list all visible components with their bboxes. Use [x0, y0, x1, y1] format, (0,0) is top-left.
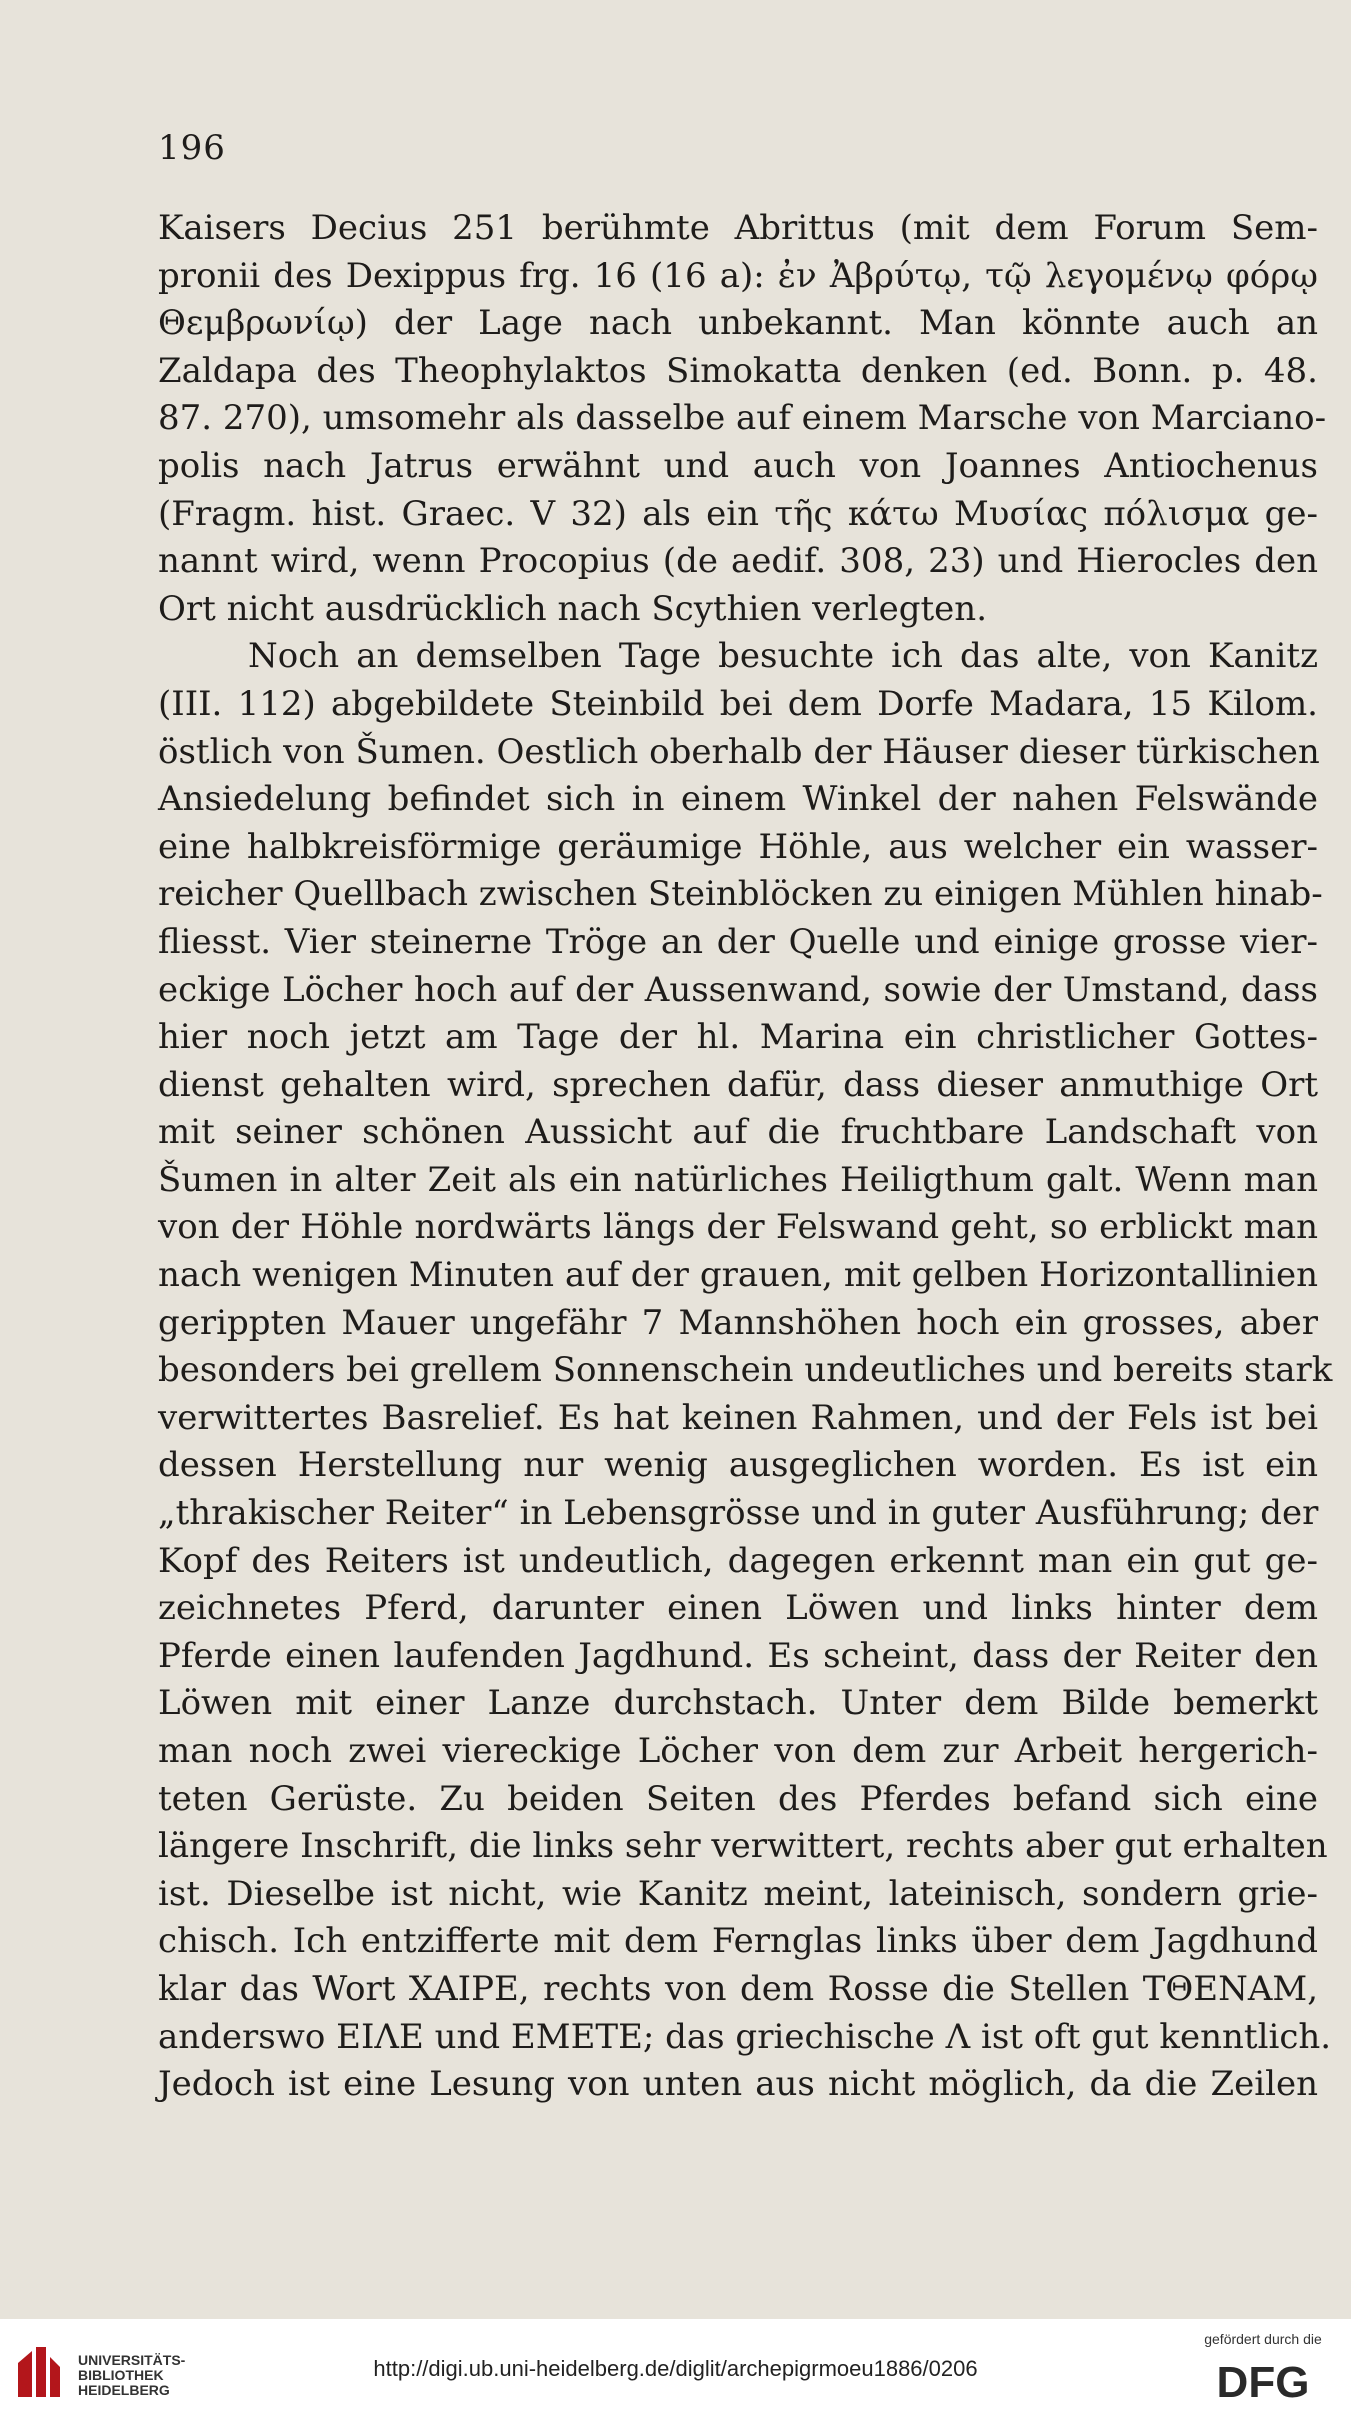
- text-line: besonders bei grellem Sonnenschein undeutliches und bereits stark: [158, 1350, 1333, 1391]
- text-line: längere Inschrift, die links sehr verwittert, rechts aber gut erhalten: [158, 1826, 1328, 1867]
- text-line: (III. 112) abgebildete Steinbild bei dem Dorfe Madara, 15 Kilom.: [158, 683, 1318, 724]
- text-line: ist. Dieselbe ist nicht, wie Kanitz meint, lateinisch, sondern grie-: [158, 1873, 1318, 1914]
- text-line: Noch an demselben Tage besuchte ich das alte, von Kanitz: [248, 636, 1318, 677]
- text-line: Šumen in alter Zeit als ein natürliches Heiligthum galt. Wenn man: [158, 1159, 1318, 1200]
- text-line: Ansiedelung befindet sich in einem Winkel der nahen Felswände: [158, 779, 1318, 820]
- text-line: 87. 270), umsomehr als dasselbe auf einem Marsche von Marciano-: [158, 398, 1327, 439]
- text-line: Kaisers Decius 251 berühmte Abrittus (mit dem Forum Sem-: [158, 208, 1318, 248]
- text-line: fliesst. Vier steinerne Tröge an der Quelle und einige grosse vier-: [158, 921, 1318, 962]
- text-line: nach wenigen Minuten auf der grauen, mit gelben Horizontallinien: [158, 1255, 1318, 1296]
- dfg-logo: [1193, 2355, 1333, 2405]
- text-line: gerippten Mauer ungefähr 7 Mannshöhen hoch ein grosses, aber: [158, 1302, 1318, 1343]
- text-line: östlich von Šumen. Oestlich oberhalb der Häuser dieser türkischen: [158, 731, 1320, 772]
- library-name-line: UNIVERSITÄTS-: [78, 2352, 186, 2368]
- text-line: Θεμβρωνίῳ) der Lage nach unbekannt. Man könnte auch an: [158, 303, 1318, 344]
- text-line: man noch zwei viereckige Löcher von dem zur Arbeit hergerich-: [158, 1731, 1318, 1771]
- text-line: Jedoch ist eine Lesung von unten aus nicht möglich, da die Zeilen: [158, 2064, 1318, 2105]
- text-line: teten Gerüste. Zu beiden Seiten des Pferdes befand sich eine: [158, 1778, 1318, 1819]
- text-line: nannt wird, wenn Procopius (de aedif. 308, 23) und Hierocles den: [158, 541, 1318, 582]
- text-line: mit seiner schönen Aussicht auf die fruchtbare Landschaft von: [158, 1112, 1318, 1153]
- text-line: (Fragm. hist. Graec. V 32) als ein τῆς κάτω Μυσίας πόλισμα ge-: [158, 493, 1318, 534]
- text-line: zeichnetes Pferd, darunter einen Löwen und links hinter dem: [158, 1588, 1318, 1629]
- dfg-logo-text: DFG: [1216, 2358, 1310, 2405]
- text-line: eckige Löcher hoch auf der Aussenwand, sowie der Umstand, dass: [158, 969, 1318, 1010]
- funded-by-label: gefördert durch die: [1204, 2331, 1322, 2347]
- text-line: hier noch jetzt am Tage der hl. Marina ein christlicher Gottes-: [158, 1017, 1318, 1058]
- text-line: Pferde einen laufenden Jagdhund. Es scheint, dass der Reiter den: [158, 1635, 1318, 1676]
- text-line: polis nach Jatrus erwähnt und auch von Joannes Antiochenus: [158, 445, 1318, 486]
- text-line: Löwen mit einer Lanze durchstach. Unter dem Bilde bemerkt: [158, 1683, 1318, 1724]
- text-line: pronii des Dexippus frg. 16 (16 a): ἐν Ἀβρύτῳ, τῷ λεγομένῳ φόρῳ: [158, 255, 1318, 296]
- text-line: von der Höhle nordwärts längs der Felswand geht, so erblickt man: [158, 1207, 1318, 1248]
- text-line: Ort nicht ausdrücklich nach Scythien verlegten.: [158, 588, 987, 629]
- text-line: „thrakischer Reiter“ in Lebensgrösse und in guter Ausführung; der: [158, 1493, 1319, 1534]
- text-line: dessen Herstellung nur wenig ausgeglichen worden. Es ist ein: [158, 1445, 1318, 1486]
- text-line: eine halbkreisförmige geräumige Höhle, aus welcher ein wasser-: [158, 826, 1318, 867]
- text-line: Kopf des Reiters ist undeutlich, dagegen erkennt man ein gut ge-: [158, 1540, 1318, 1581]
- text-line: verwittertes Basrelief. Es hat keinen Rahmen, und der Fels ist bei: [158, 1397, 1318, 1438]
- text-line: reicher Quellbach zwischen Steinblöcken zu einigen Mühlen hinab-: [158, 874, 1323, 915]
- page-number: 196: [158, 128, 226, 168]
- text-line: klar das Wort ΧΑΙΡΕ, rechts von dem Rosse die Stellen ΤΘΕΝΑΜ,: [158, 1968, 1318, 2009]
- body-text: [158, 205, 1333, 2109]
- text-line: dienst gehalten wird, sprechen dafür, dass dieser anmuthige Ort: [158, 1064, 1318, 1105]
- text-line: Zaldapa des Theophylaktos Simokatta denken (ed. Bonn. p. 48.: [158, 350, 1318, 391]
- library-name-line: HEIDELBERG: [78, 2382, 170, 2398]
- footer-bar: [0, 2319, 1351, 2419]
- text-line: anderswo ΕΙΛΕ und ΕΜΕΤΕ; das griechische Λ ist oft gut kenntlich.: [158, 2016, 1332, 2057]
- text-line: chisch. Ich entzifferte mit dem Fernglas links über dem Jagdhund: [158, 1921, 1318, 1962]
- permalink-url[interactable]: http://digi.ub.uni-heidelberg.de/diglit/archepigrmoeu1886/0206: [373, 2356, 978, 2381]
- library-name-line: BIBLIOTHEK: [78, 2367, 164, 2383]
